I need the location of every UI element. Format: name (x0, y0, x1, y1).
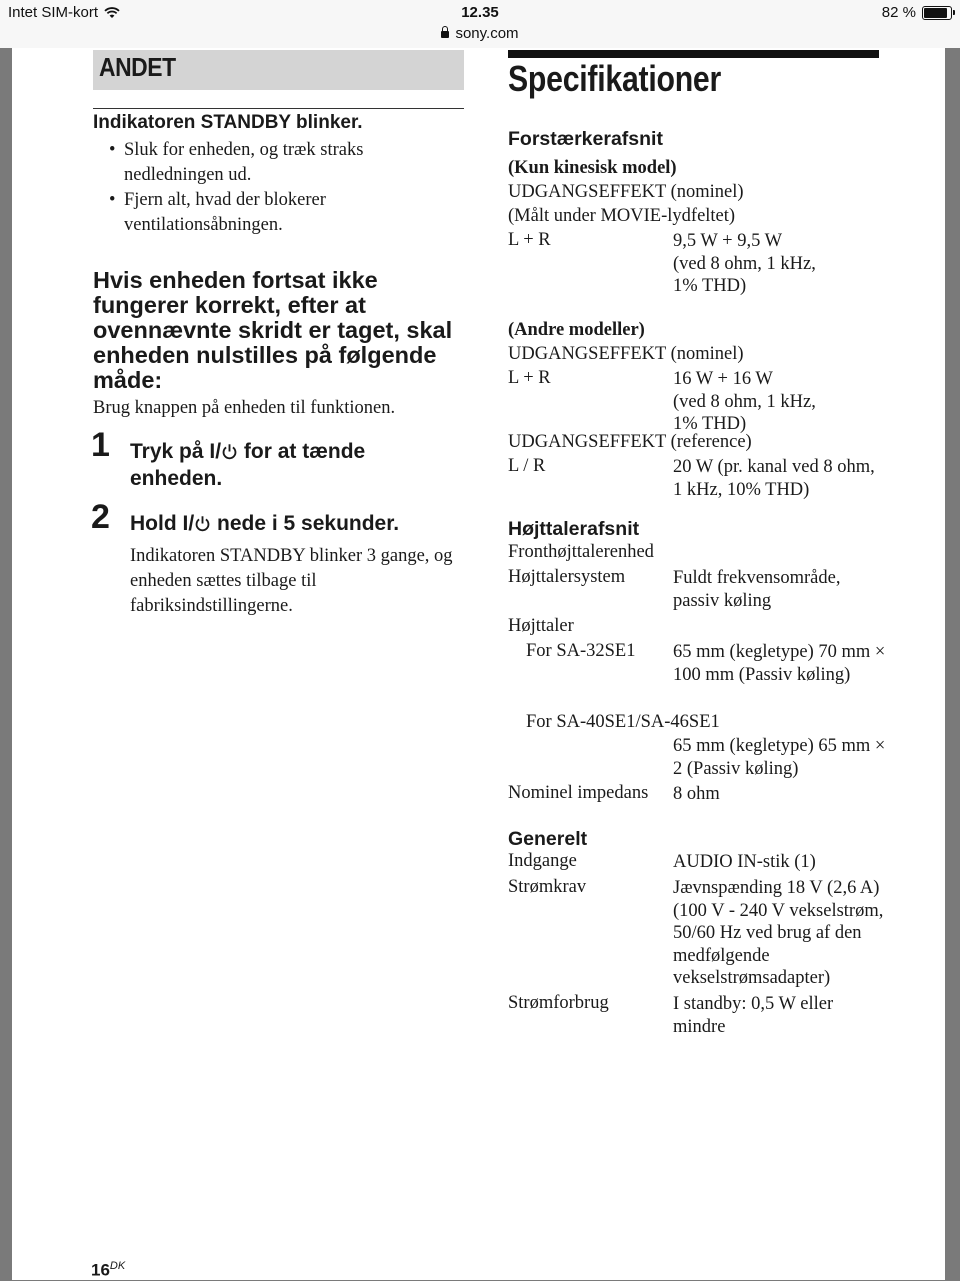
spec-value-line: (ved 8 ohm, 1 kHz, 1% THD) (673, 391, 816, 434)
spec-label: UDGANGSEFFEKT (nominel) (508, 344, 744, 364)
spec-label: L + R (508, 230, 551, 250)
other-models-label: (Andre modeller) (508, 320, 645, 340)
spec-value: I standby: 0,5 W eller mindre (673, 994, 834, 1037)
general-heading: Generelt (508, 828, 588, 850)
page-number (91, 1260, 125, 1281)
page-title: Specifikationer (508, 58, 722, 99)
china-model-label: (Kun kinesisk model) (508, 158, 677, 178)
clock: 12.35 (461, 4, 499, 21)
speaker-heading: Højttalerafsnit (508, 518, 640, 540)
step-text-part: for at tænde enheden. (130, 440, 366, 490)
spec-label: L + R (508, 368, 551, 388)
spec-value-line: 9,5 W + 9,5 W (673, 231, 783, 251)
heading-rule (508, 50, 879, 58)
spec-label: Nominel impedans (508, 783, 649, 803)
step-number: 1 (91, 426, 110, 464)
power-icon (194, 515, 211, 532)
spec-label: (Målt under MOVIE-lydfeltet) (508, 206, 736, 226)
spec-value: 20 W (pr. kanal ved 8 ohm, 1 kHz, 10% THD) (673, 457, 875, 500)
spec-value: 8 ohm (673, 784, 720, 804)
amp-heading: Forstærkerafsnit (508, 128, 663, 150)
spec-label: For SA-40SE1/SA-46SE1 (526, 712, 720, 732)
spec-value-line: 16 W + 16 W (673, 369, 773, 389)
spec-value (673, 368, 888, 436)
standby-bullet-list (109, 138, 464, 238)
spec-label: Indgange (508, 851, 577, 871)
address-bar[interactable] (0, 25, 960, 42)
spec-value: Jævnspænding 18 V (2,6 A) (100 V - 240 V vekselstrøm, 50/60 Hz ved brug af den medfølgende vekselstrømsadapter) (673, 878, 884, 988)
spec-label: For SA-32SE1 (526, 641, 636, 661)
spec-label: L / R (508, 456, 546, 476)
power-icon (221, 443, 238, 460)
battery-indicator (882, 4, 952, 21)
list-item: • Sluk for enheden, og træk straks nedledningen ud. (109, 138, 464, 188)
spec-value: 65 mm (kegletype) 70 mm × 100 mm (Passiv køling) (673, 642, 886, 685)
reset-heading: Hvis enheden fortsat ikke fungerer korrekt, efter at ovennævnte skridt er taget, skal enheden nulstilles på følgende måde: (93, 267, 453, 393)
battery-percent: 82 % (881, 4, 916, 21)
battery-fill (924, 8, 947, 18)
spec-value: Fuldt frekvensområde, passiv køling (673, 568, 841, 611)
lock-icon (441, 31, 449, 38)
spec-label: Strømforbrug (508, 993, 609, 1013)
list-item: • Fjern alt, hvad der blokerer ventilationsåbningen. (109, 188, 464, 238)
spec-label: Strømkrav (508, 877, 587, 897)
battery-icon (922, 6, 952, 20)
step-number: 2 (91, 498, 110, 536)
spec-label: UDGANGSEFFEKT (reference) (508, 432, 752, 452)
carrier-label: Intet SIM-kort (8, 4, 99, 21)
divider (93, 108, 464, 109)
spec-value-line: (ved 8 ohm, 1 kHz, 1% THD) (673, 253, 816, 296)
section-title: ANDET (99, 52, 176, 82)
spec-label: Højttaler (508, 616, 574, 636)
spec-label: Fronthøjttalerenhed (508, 542, 654, 562)
url-text: sony.com (455, 25, 519, 42)
section-header-bar (93, 50, 464, 90)
step-text-part: Hold I/ (130, 512, 195, 535)
spec-value (673, 230, 888, 298)
spec-value: AUDIO IN-stik (1) (673, 852, 816, 872)
page-number-value: 16 (91, 1260, 110, 1280)
reset-intro: Brug knappen på enheden til funktionen. (93, 398, 396, 418)
step-text (130, 438, 450, 492)
page-number-suffix: DK (109, 1260, 126, 1272)
step-text-part: nede i 5 sekunder. (211, 512, 400, 535)
spec-label: Højttalersystem (508, 567, 626, 587)
document-page[interactable] (12, 48, 945, 1280)
step-text (130, 510, 470, 537)
status-bar (0, 0, 960, 48)
spec-value: 65 mm (kegletype) 65 mm × 2 (Passiv køling) (673, 736, 886, 779)
standby-heading: Indikatoren STANDBY blinker. (93, 112, 363, 133)
step-description: Indikatoren STANDBY blinker 3 gange, og enheden sættes tilbage til fabriksindstillingerne. (130, 546, 453, 616)
step-text-part: Tryk på I/ (130, 440, 222, 463)
spec-label: UDGANGSEFFEKT (nominel) (508, 182, 744, 202)
